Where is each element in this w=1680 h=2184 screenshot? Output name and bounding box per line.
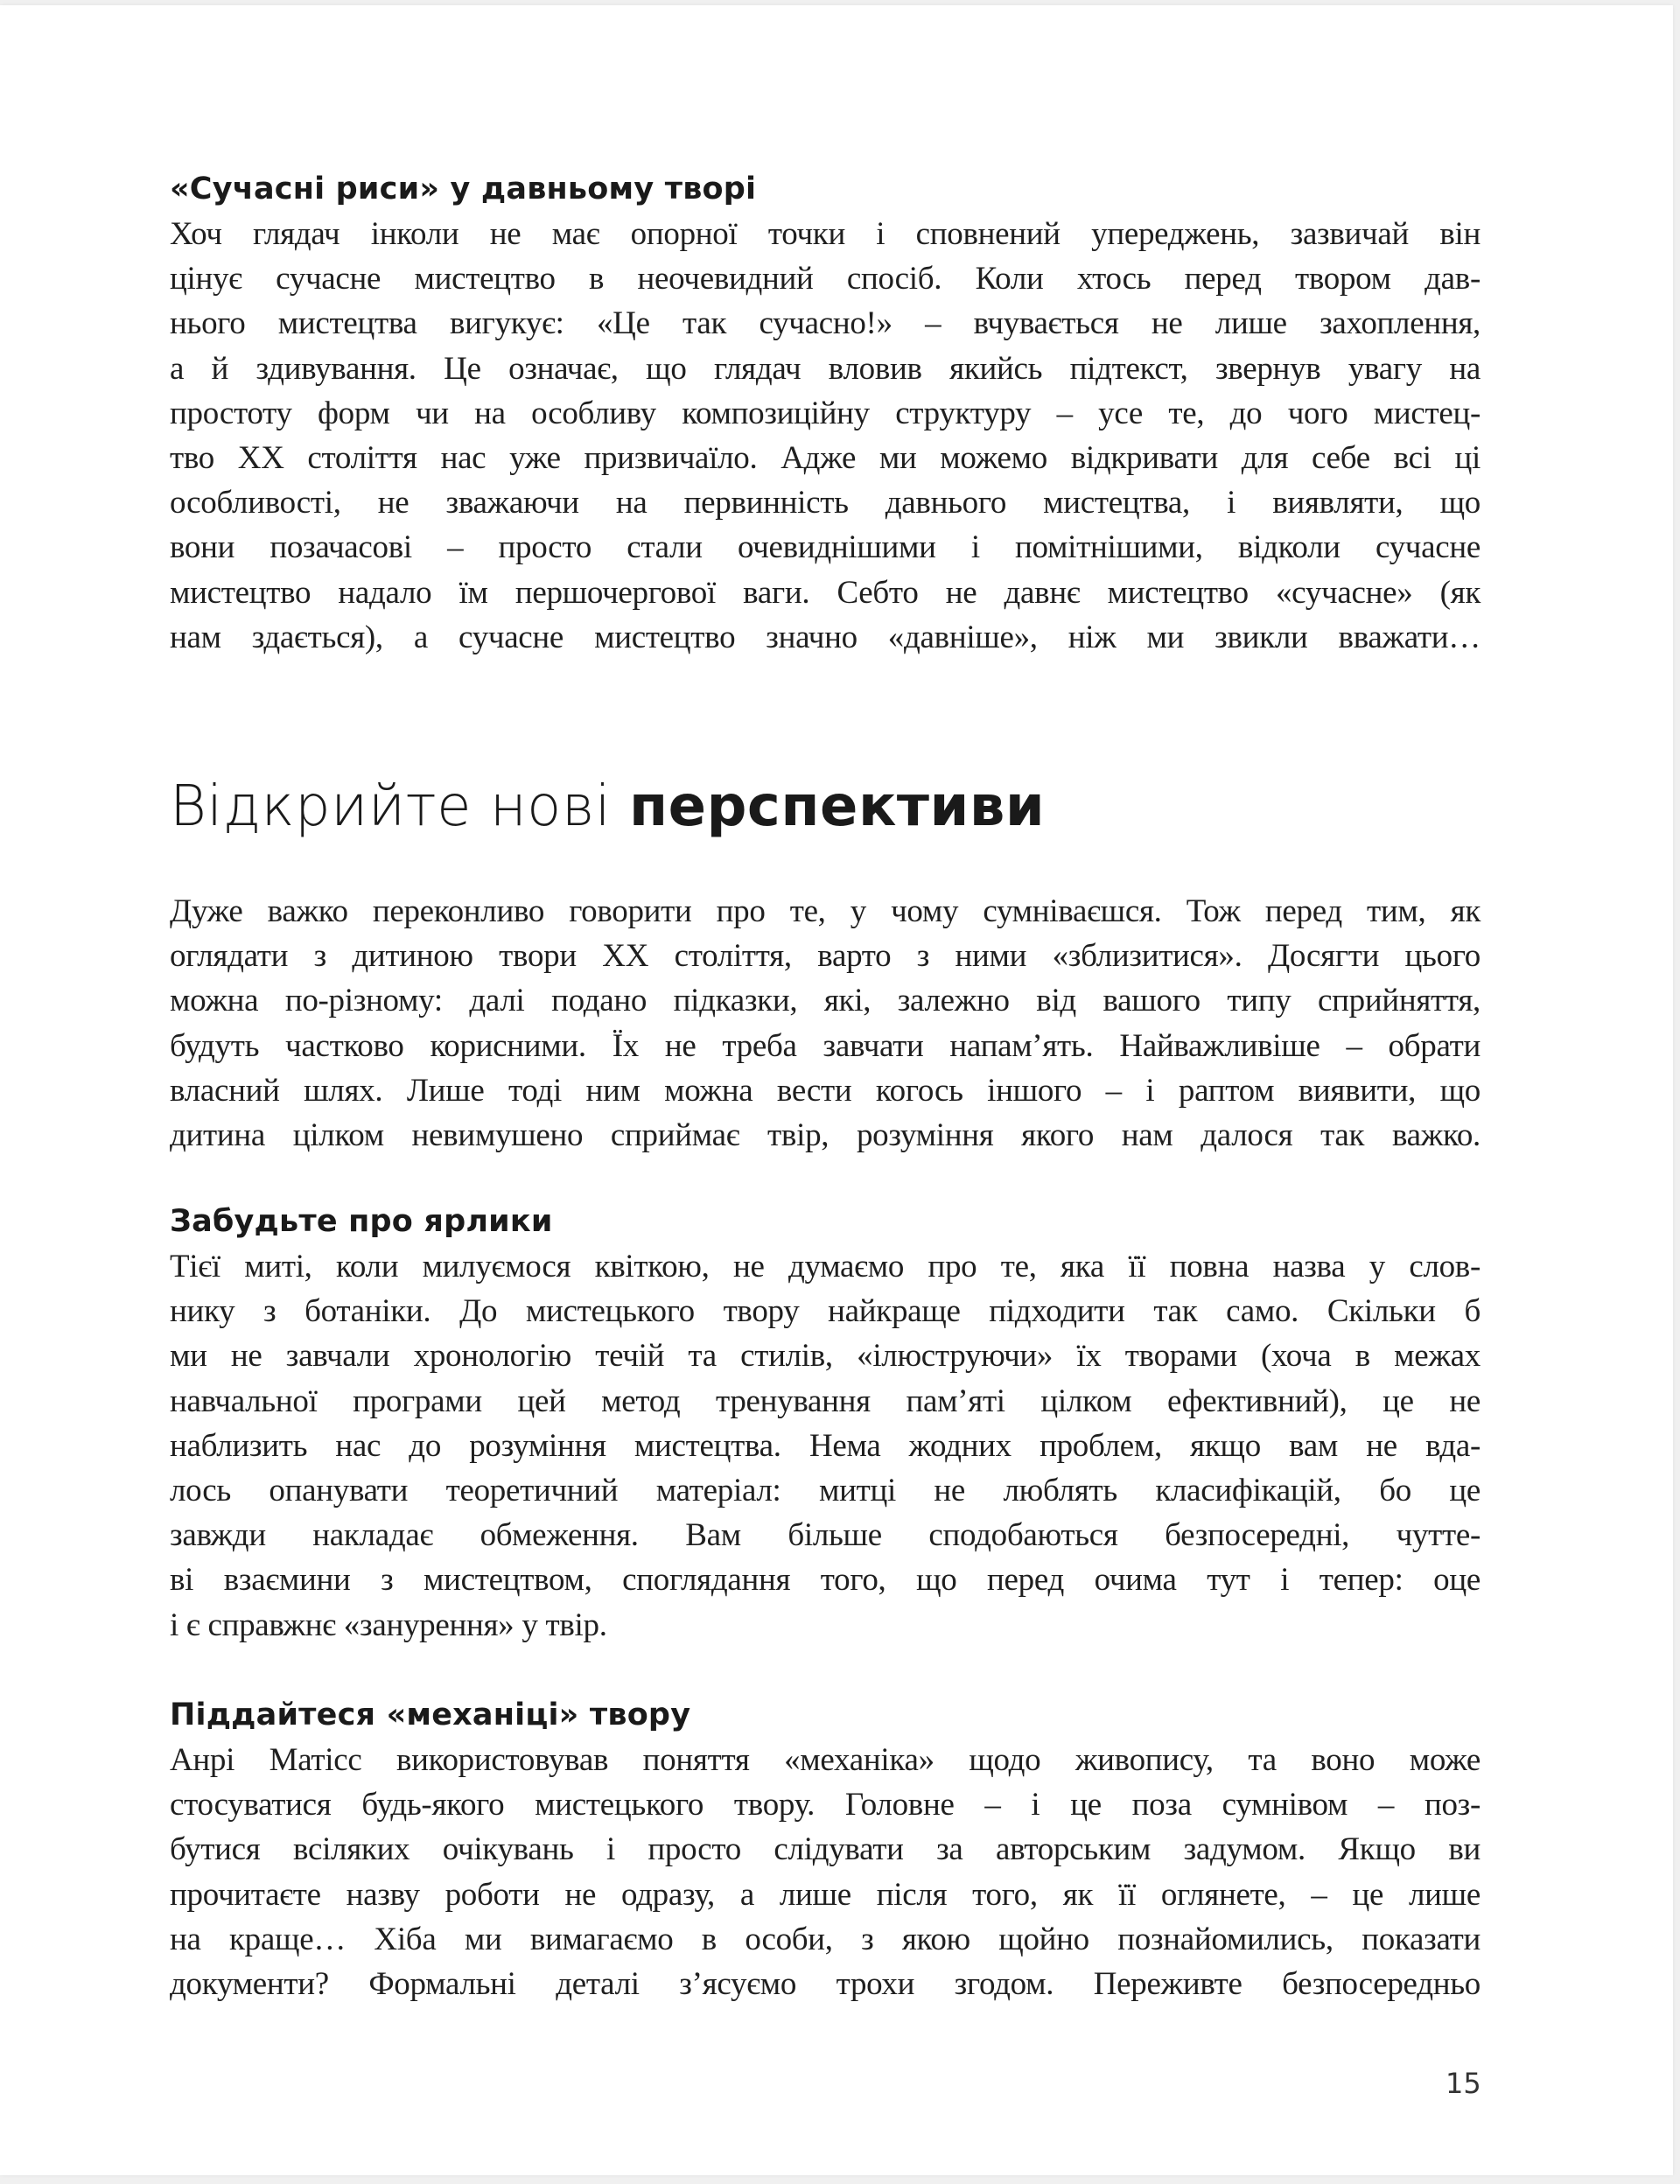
text-line: оглядати з дитиною твори ХХ століття, варто з ними «зблизитися». Досягти цього xyxy=(170,938,1480,975)
text-line: бутися всіляких очікувань і просто слідувати за авторським задумом. Якщо ви xyxy=(170,1831,1480,1868)
section-modern-features xyxy=(170,166,1480,660)
text-line: ві взаємини з мистецтвом, споглядання того, що перед очима тут і тепер: оце xyxy=(170,1562,1480,1599)
section-new-perspectives xyxy=(170,889,1480,1158)
text-line: нику з ботаніки. До мистецького твору найкраще підходити так само. Скільки б xyxy=(170,1293,1480,1330)
text-line: тво ХХ століття нас уже призвичаїло. Адже ми можемо відкривати для себе всі ці xyxy=(170,440,1480,477)
text-line: особливості, не зважаючи на первинність давнього мистецтва, і виявляти, що xyxy=(170,485,1480,522)
title-light-part: Відкрийте нові xyxy=(170,774,629,839)
text-line: ми не завчали хронологію течій та стилів, «ілюструючи» їх творами (хоча в межах xyxy=(170,1338,1480,1375)
title-bold-part: перспективи xyxy=(628,774,1046,839)
text-line: документи? Формальні деталі з’ясуємо трохи згодом. Переживте безпосередньо xyxy=(170,1966,1480,2003)
book-page xyxy=(0,5,1673,2175)
text-line: нього мистецтва вигукує: «Це так сучасно!» – вчувається не лише захоплення, xyxy=(170,305,1480,342)
section-title-new-perspectives xyxy=(170,772,1480,842)
text-line: мистецтво надало їм першочергової ваги. Себто не давнє мистецтво «сучасне» (як xyxy=(170,574,1480,611)
subheading-forget-labels: Забудьте про ярлики xyxy=(170,1204,553,1239)
text-line: Анрі Матісс використовував поняття «механіка» щодо живопису, та воно може xyxy=(170,1742,1480,1778)
paragraph-new-perspectives xyxy=(170,889,1480,1158)
paragraph-modern-features xyxy=(170,212,1480,660)
text-line: і є справжнє «занурення» у твір. xyxy=(170,1606,607,1643)
text-line: простоту форм чи на особливу композиційну структуру – усе те, до чого мистец- xyxy=(170,395,1480,431)
section-forget-labels xyxy=(170,1199,1480,1648)
text-line: на краще… Хіба ми вимагаємо в особи, з якою щойно познайомились, показати xyxy=(170,1921,1480,1957)
text-line: Дуже важко переконливо говорити про те, у чому сумніваєшся. Тож перед тим, як xyxy=(170,893,1480,929)
subheading-mechanics: Піддайтеся «механіці» твору xyxy=(170,1698,691,1732)
text-line: нам здається), а сучасне мистецтво значно «давніше», ніж ми звикли вважати… xyxy=(170,619,1480,655)
text-line: Хоч глядач інколи не має опорної точки і сповнений упереджень, зазвичай він xyxy=(170,216,1480,252)
text-line: будуть частково корисними. Їх не треба завчати напам’ять. Найважливіше – обрати xyxy=(170,1027,1480,1064)
text-line: Тієї миті, коли милуємося квіткою, не думаємо про те, яка її повна назва у слов- xyxy=(170,1249,1480,1284)
text-line: лось опанувати теоретичний матеріал: митці не люблять класифікацій, бо це xyxy=(170,1473,1480,1509)
text-line: наблизить нас до розуміння мистецтва. Нема жодних проблем, якщо вам не вда- xyxy=(170,1427,1480,1464)
page-number: 15 xyxy=(1446,2067,1481,2100)
text-line: можна по-різному: далі подано підказки, які, залежно від вашого типу сприйняття, xyxy=(170,983,1480,1019)
text-line: стосуватися будь-якого мистецького твору. Головне – і це поза сумнівом – поз- xyxy=(170,1787,1480,1824)
text-line: а й здивування. Це означає, що глядач вловив якийсь підтекст, звернув увагу на xyxy=(170,350,1480,387)
text-line: цінує сучасне мистецтво в неочевидний спосіб. Коли хтось перед твором дав- xyxy=(170,261,1480,298)
text-line: завжди накладає обмеження. Вам більше сподобаються безпосередні, чутте- xyxy=(170,1517,1480,1554)
text-line: прочитаєте назву роботи не одразу, а лише після того, як її оглянете, – це лише xyxy=(170,1876,1480,1913)
section-mechanics xyxy=(170,1692,1480,2006)
text-line: вони позачасові – просто стали очевиднішими і помітнішими, відколи сучасне xyxy=(170,529,1480,566)
text-line: навчальної програми цей метод тренування пам’яті цілком ефективний), це не xyxy=(170,1382,1480,1419)
paragraph-mechanics xyxy=(170,1738,1480,2006)
text-line: дитина цілком невимушено сприймає твір, розуміння якого нам далося так важко. xyxy=(170,1117,1480,1154)
subheading-modern-features: «Сучасні риси» у давньому творі xyxy=(170,172,757,206)
paragraph-forget-labels xyxy=(170,1244,1480,1648)
text-line: власний шлях. Лише тоді ним можна вести когось іншого – і раптом виявити, що xyxy=(170,1072,1480,1109)
